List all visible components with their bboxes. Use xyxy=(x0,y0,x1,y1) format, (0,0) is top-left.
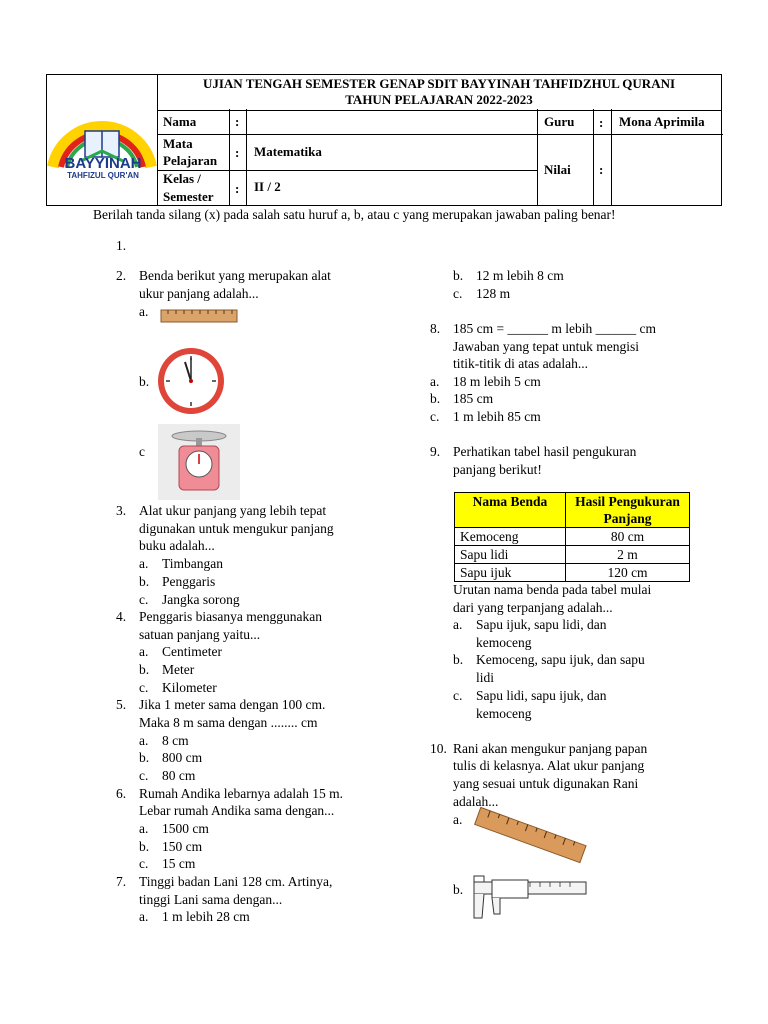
school-logo xyxy=(47,75,158,205)
option-letter: a. xyxy=(453,617,463,632)
caliper-image xyxy=(470,874,590,928)
q4-line2: satuan panjang yaitu... xyxy=(139,627,261,642)
colon: : xyxy=(235,114,240,129)
q2-number: 2. xyxy=(116,268,127,283)
mapel-value: Matematika xyxy=(254,144,322,159)
q9-option-a1: Sapu ijuk, sapu lidi, dan xyxy=(476,617,607,632)
q3-line1: Alat ukur panjang yang lebih tepat xyxy=(139,503,327,518)
option-letter: c. xyxy=(430,409,440,424)
q6-line1: Rumah Andika lebarnya adalah 15 m. xyxy=(139,786,343,801)
q3-option-b: Penggaris xyxy=(162,574,216,589)
colon: : xyxy=(235,145,240,160)
q8-option-c: 1 m lebih 85 cm xyxy=(453,409,541,424)
q7-number: 7. xyxy=(116,874,127,889)
option-letter: b. xyxy=(139,574,150,589)
option-letter: a. xyxy=(430,374,440,389)
option-letter: a. xyxy=(139,733,149,748)
q10-option-b: b. xyxy=(453,882,464,897)
option-letter: b. xyxy=(453,268,464,283)
option-letter: b. xyxy=(139,750,150,765)
table-header-hasil xyxy=(566,493,690,528)
q7-option-a: 1 m lebih 28 cm xyxy=(162,909,250,924)
q4-number: 4. xyxy=(116,609,127,624)
q5-number: 5. xyxy=(116,697,127,712)
option-letter: c. xyxy=(453,688,463,703)
q8-line2: Jawaban yang tepat untuk mengisi xyxy=(453,339,639,354)
table-cell: 2 m xyxy=(566,546,690,564)
q4-option-b: Meter xyxy=(162,662,195,677)
q3-option-a: Timbangan xyxy=(162,556,224,571)
q4-option-c: Kilometer xyxy=(162,680,217,695)
option-letter: c. xyxy=(453,286,463,301)
scale-image xyxy=(158,424,240,504)
kelas-label-1: Kelas / xyxy=(163,171,201,186)
table-header-hasil-line2: Panjang xyxy=(603,511,652,526)
option-letter: a. xyxy=(139,909,149,924)
table-cell: Sapu ijuk xyxy=(455,564,566,582)
table-cell: 80 cm xyxy=(566,528,690,546)
table-cell: Sapu lidi xyxy=(455,546,566,564)
q9-option-a2: kemoceng xyxy=(476,635,532,650)
q8-option-b: 185 cm xyxy=(453,391,494,406)
q2-option-c: c xyxy=(139,444,145,459)
table-header-row xyxy=(455,493,690,528)
q10-option-a: a. xyxy=(453,812,463,827)
q8-option-a: 18 m lebih 5 cm xyxy=(453,374,541,389)
q7-line1: Tinggi badan Lani 128 cm. Artinya, xyxy=(139,874,333,889)
q2-option-a: a. xyxy=(139,304,149,319)
q6-option-a: 1500 cm xyxy=(162,821,209,836)
q5-line2: Maka 8 m sama dengan ........ cm xyxy=(139,715,318,730)
q2-option-b: b. xyxy=(139,374,150,389)
guru-value: Mona Aprimila xyxy=(619,114,705,129)
option-letter: c. xyxy=(139,680,149,695)
mapel-label-2: Pelajaran xyxy=(163,153,218,168)
exam-title-line2: TAHUN PELAJARAN 2022-2023 xyxy=(345,92,533,107)
q9-option-c2: kemoceng xyxy=(476,706,532,721)
exam-title-line1: UJIAN TENGAH SEMESTER GENAP SDIT BAYYINAH TAHFIDZHUL QURANI xyxy=(202,76,676,91)
table-header-nama: Nama Benda xyxy=(455,493,566,528)
q2-line1: Benda berikut yang merupakan alat xyxy=(139,268,331,283)
q9-option-b1: Kemoceng, sapu ijuk, dan sapu xyxy=(476,652,645,667)
q9-option-c1: Sapu lidi, sapu ijuk, dan xyxy=(476,688,607,703)
q6-option-b: 150 cm xyxy=(162,839,203,854)
q7-option-c: 128 m xyxy=(476,286,511,301)
q7-line2: tinggi Lani sama dengan... xyxy=(139,892,283,907)
q5-option-c: 80 cm xyxy=(162,768,196,783)
option-letter: b. xyxy=(453,652,464,667)
q3-line3: buku adalah... xyxy=(139,538,215,553)
exam-header xyxy=(46,74,722,206)
grid-line xyxy=(593,109,594,205)
q7-option-b: 12 m lebih 8 cm xyxy=(476,268,564,283)
nama-label: Nama xyxy=(163,114,197,129)
grid-line xyxy=(229,109,230,205)
option-letter: b. xyxy=(139,839,150,854)
measurement-table xyxy=(454,492,690,582)
q2-line2: ukur panjang adalah... xyxy=(139,286,259,301)
q10-line2: tulis di kelasnya. Alat ukur panjang xyxy=(453,758,645,773)
grid-line xyxy=(611,109,612,205)
q9-after1: Urutan nama benda pada tabel mulai xyxy=(453,582,652,597)
grid-line xyxy=(157,170,537,171)
q10-line3: yang sesuai untuk digunakan Rani xyxy=(453,776,639,791)
colon: : xyxy=(235,181,240,196)
table-cell: 120 cm xyxy=(566,564,690,582)
ruler-image xyxy=(160,308,238,328)
q6-line2: Lebar rumah Andika sama dengan... xyxy=(139,803,335,818)
grid-line xyxy=(157,134,537,135)
q5-option-a: 8 cm xyxy=(162,733,189,748)
q9-after2: dari yang terpanjang adalah... xyxy=(453,600,613,615)
table-row xyxy=(455,528,690,546)
q4-line1: Penggaris biasanya menggunakan xyxy=(139,609,322,624)
option-letter: c. xyxy=(139,768,149,783)
q10-line1: Rani akan mengukur panjang papan xyxy=(453,741,648,756)
nilai-label: Nilai xyxy=(544,162,571,177)
option-letter: c. xyxy=(139,856,149,871)
option-letter: b. xyxy=(139,662,150,677)
grid-line xyxy=(246,109,247,205)
table-row xyxy=(455,546,690,564)
q6-option-c: 15 cm xyxy=(162,856,196,871)
q5-option-b: 800 cm xyxy=(162,750,203,765)
logo-name: BAYYINAH xyxy=(64,155,142,172)
kelas-label-2: Semester xyxy=(163,189,214,204)
colon: : xyxy=(599,115,604,130)
option-letter: a. xyxy=(139,821,149,836)
instruction: Berilah tanda silang (x) pada salah satu huruf a, b, atau c yang merupakan jawaban paling benar! xyxy=(93,207,616,222)
q4-option-a: Centimeter xyxy=(162,644,222,659)
q9-line2: panjang berikut! xyxy=(453,462,542,477)
q3-option-c: Jangka sorong xyxy=(162,592,240,607)
kelas-value: II / 2 xyxy=(254,179,281,194)
q6-number: 6. xyxy=(116,786,127,801)
q5-line1: Jika 1 meter sama dengan 100 cm. xyxy=(139,697,326,712)
clock-image xyxy=(156,346,226,420)
grid-line xyxy=(537,134,723,135)
q10-number: 10. xyxy=(430,741,447,756)
table-cell: Kemoceng xyxy=(455,528,566,546)
mapel-label-1: Mata xyxy=(163,136,193,151)
guru-label: Guru xyxy=(544,114,575,129)
table-row xyxy=(455,564,690,582)
option-letter: b. xyxy=(430,391,441,406)
q10-line4: adalah... xyxy=(453,794,499,809)
option-letter: a. xyxy=(139,556,149,571)
q9-line1: Perhatikan tabel hasil pengukuran xyxy=(453,444,637,459)
q8-line3: titik-titik di atas adalah... xyxy=(453,356,588,371)
q3-line2: digunakan untuk mengukur panjang xyxy=(139,521,334,536)
grid-line xyxy=(537,109,538,205)
exam-title xyxy=(157,75,721,111)
q9-option-b2: lidi xyxy=(476,670,495,685)
q3-number: 3. xyxy=(116,503,127,518)
option-letter: c. xyxy=(139,592,149,607)
logo-sub: TAHFIZUL QUR'AN xyxy=(67,171,139,180)
wooden-ruler-image xyxy=(470,806,590,870)
colon: : xyxy=(599,162,604,177)
q8-number: 8. xyxy=(430,321,441,336)
q8-line1: 185 cm = ______ m lebih ______ cm xyxy=(453,321,656,336)
table-header-hasil-line1: Hasil Pengukuran xyxy=(575,494,680,509)
option-letter: a. xyxy=(139,644,149,659)
q1-number: 1. xyxy=(116,238,127,253)
q9-number: 9. xyxy=(430,444,441,459)
